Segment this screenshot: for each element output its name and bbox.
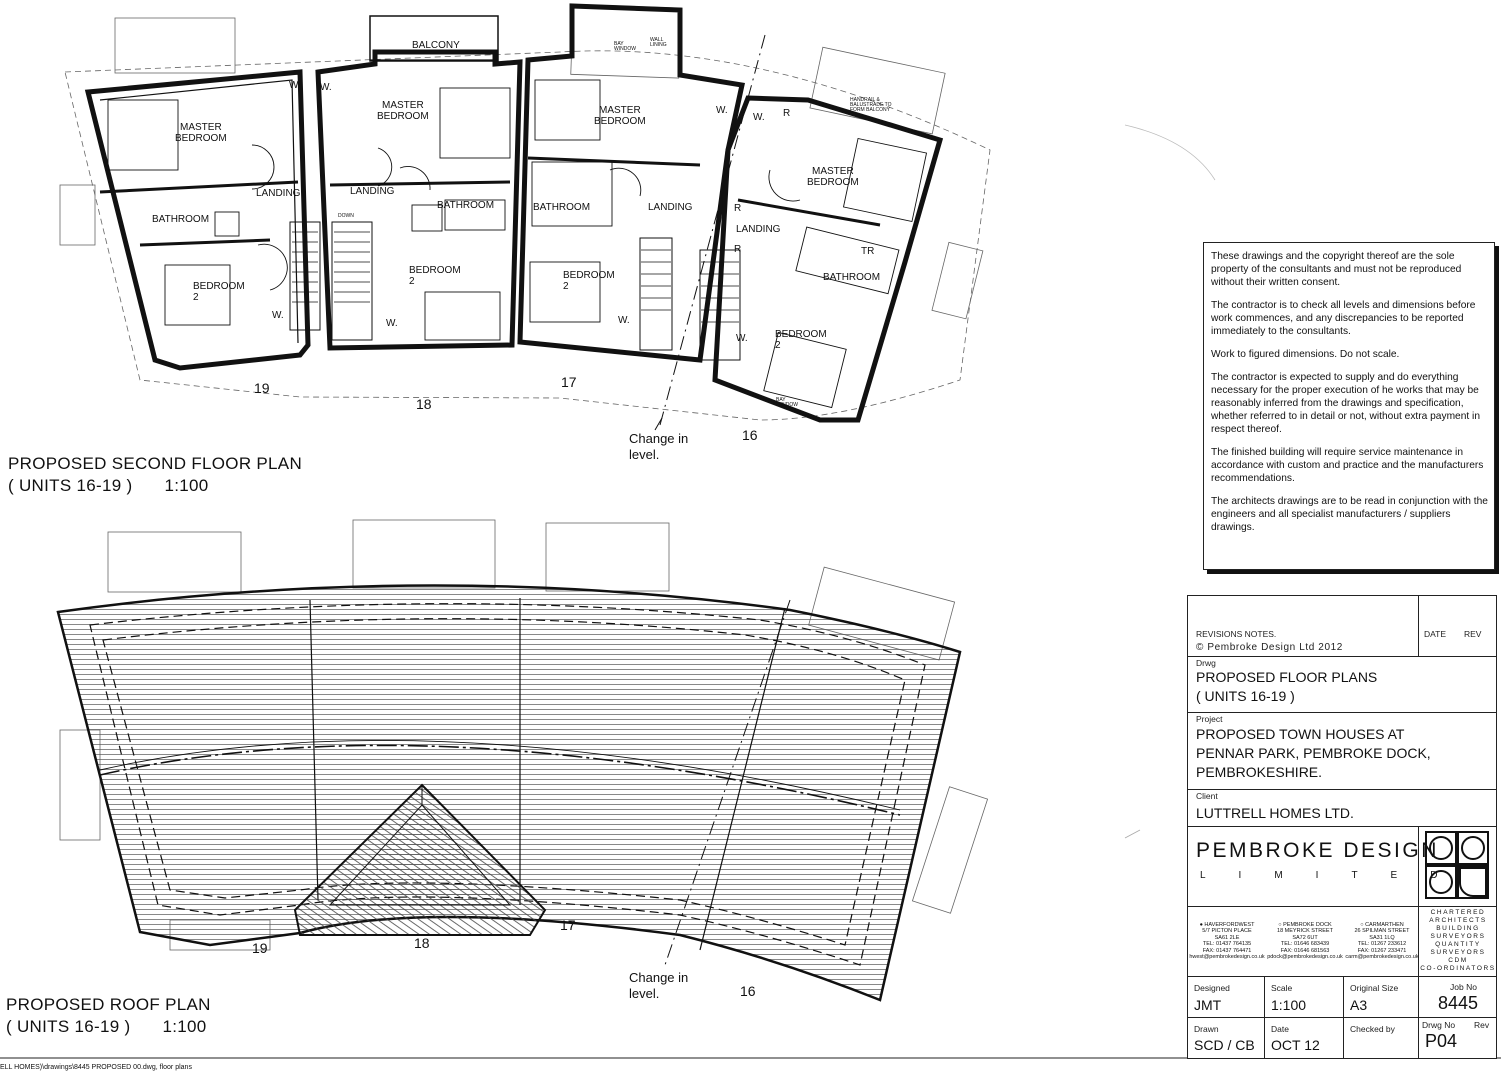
label-balcony: BALCONY <box>412 40 460 51</box>
roof-plan-title-line1: PROPOSED ROOF PLAN <box>6 995 211 1014</box>
label-bathroom-16: BATHROOM <box>823 272 881 283</box>
label-landing-18: LANDING <box>350 186 395 197</box>
label-bay-window: BAY WINDOW <box>614 41 636 52</box>
roof-plan-units: ( UNITS 16-19 ) <box>6 1017 131 1036</box>
roof-change-in-level-note <box>629 970 688 1002</box>
unit-number-18: 18 <box>416 396 432 412</box>
label-bedroom2-17: BEDROOM 2 <box>563 270 615 292</box>
office-carmarthen: ○ CARMARTHEN 26 SPILMAN STREET SA31 1LQ TEL: 01267 233612 FAX: 01267 233471 carm@pembrokedesign.co.uk <box>1345 922 1419 961</box>
scale-value: 1:100 <box>1271 997 1307 1013</box>
drawing-title-line1: PROPOSED FLOOR PLANS <box>1196 669 1378 685</box>
project-line1: PROPOSED TOWN HOUSES AT <box>1196 726 1405 742</box>
note-read-in-conjunction: The architects drawings are to be read in conjunction with the engineers and all specialist manufacturers / suppliers drawings. <box>1211 496 1488 533</box>
copyright-line: © Pembroke Design Ltd 2012 <box>1196 642 1343 653</box>
roof-unit-number-17: 17 <box>560 917 576 933</box>
label-landing-19: LANDING <box>256 188 301 199</box>
label-landing-17: LANDING <box>648 202 693 213</box>
note-copyright: These drawings and the copyright thereof are the sole property of the consultants and must not be reproduced without their written consent. <box>1211 251 1462 288</box>
title-block <box>1187 595 1497 1059</box>
office-haverfordwest: ● HAVERFORDWEST 5/7 PICTON PLACE SA61 2LE TEL: 01437 764135 FAX: 01437 764471 hwest@pembrokedesign.co.uk <box>1189 922 1265 961</box>
label-wardrobe: W. <box>716 105 728 116</box>
general-notes-box <box>1203 242 1495 570</box>
rev-field-label: Rev <box>1474 1020 1490 1030</box>
roof-change-in-level-line2: level. <box>629 986 660 1001</box>
roof-plan-title-line2 <box>6 1016 211 1038</box>
second-floor-title-line1: PROPOSED SECOND FLOOR PLAN <box>8 454 303 473</box>
note-check-levels: The contractor is to check all levels and dimensions before work commences, and any discrepancies to be reported immediately to the consultants. <box>1211 300 1476 337</box>
label-r: R <box>734 244 742 255</box>
designed-value: JMT <box>1194 997 1222 1013</box>
revisions-label: REVISIONS NOTES. <box>1196 629 1277 639</box>
checked-label: Checked by <box>1350 1024 1395 1034</box>
firm-name: PEMBROKE DESIGN <box>1196 839 1439 862</box>
label-bedroom2-16: BEDROOM 2 <box>775 329 827 351</box>
roof-unit-number-18: 18 <box>414 935 430 951</box>
unit-number-17: 17 <box>561 374 577 390</box>
unit-number-19: 19 <box>254 380 270 396</box>
project-line2: PENNAR PARK, PEMBROKE DOCK, <box>1196 745 1431 761</box>
roof-unit-number-19: 19 <box>252 940 268 956</box>
label-wall-lining: WALL LINING <box>650 37 667 48</box>
drawn-label: Drawn <box>1194 1024 1219 1034</box>
change-in-level-note <box>629 431 688 463</box>
label-bathroom-17: BATHROOM <box>533 202 591 213</box>
label-r: R <box>734 203 742 214</box>
label-master-bedroom-17: MASTER BEDROOM <box>594 105 646 127</box>
label-master-bedroom-19: MASTER BEDROOM <box>175 122 227 144</box>
second-floor-title-line2 <box>8 475 302 497</box>
label-r: R <box>783 108 791 119</box>
original-size-label: Original Size <box>1350 983 1399 993</box>
scale-label: Scale <box>1271 983 1293 993</box>
date-field-label: Date <box>1271 1024 1289 1034</box>
roof-change-in-level-line1: Change in <box>629 970 689 985</box>
note-figured-dimensions: Work to figured dimensions. Do not scale. <box>1211 349 1400 360</box>
pembroke-design-logo <box>1424 830 1490 902</box>
revisions-rev-label: REV <box>1464 629 1482 639</box>
original-size-value: A3 <box>1350 997 1368 1013</box>
revisions-date-label: DATE <box>1424 629 1447 639</box>
job-no-value: 8445 <box>1438 993 1479 1013</box>
file-path-footer: ELL HOMES)\drawings\8445 PROPOSED 00.dwg, floor plans <box>0 1064 192 1071</box>
label-bay-window: BAY WINDOW <box>776 397 798 408</box>
roof-plan-title <box>6 994 211 1038</box>
date-value: OCT 12 <box>1271 1037 1320 1053</box>
label-landing-16: LANDING <box>736 224 781 235</box>
label-bathroom-19: BATHROOM <box>152 214 210 225</box>
label-wardrobe: W. <box>736 333 748 344</box>
designed-label: Designed <box>1194 983 1230 993</box>
drwg-no-label: Drwg No <box>1422 1020 1456 1030</box>
label-handrail-note: HANDRAIL & BALUSTRADE TO FORM BALCONY <box>850 97 892 113</box>
firm-limited: LIMITED <box>1200 870 1471 881</box>
label-wardrobe: W. <box>753 112 765 123</box>
roof-plan <box>58 520 988 1000</box>
label-bedroom2-19: BEDROOM 2 <box>193 281 245 303</box>
label-wardrobe: W. <box>618 315 630 326</box>
label-wardrobe: W. <box>272 310 284 321</box>
label-tr: TR <box>861 246 875 257</box>
drwg-no-value: P04 <box>1425 1031 1458 1051</box>
unit-number-16: 16 <box>742 427 758 443</box>
drawing-title-line2: ( UNITS 16-19 ) <box>1196 688 1295 704</box>
label-wardrobe: W. <box>320 82 332 93</box>
label-bedroom2-18: BEDROOM 2 <box>409 265 461 287</box>
drawn-value: SCD / CB <box>1194 1037 1255 1053</box>
roof-plan-scale: 1:100 <box>162 1017 207 1036</box>
note-contractor-supply: The contractor is expected to supply and do everything necessary for the proper execution of he works that may be reasonably inferred from the drawings and specification, whether referred to in detail or not, without extra payment in respect thereof. <box>1211 372 1480 435</box>
label-master-bedroom-16: MASTER BEDROOM <box>807 166 859 188</box>
project-label: Project <box>1196 714 1223 724</box>
second-floor-title <box>8 453 302 497</box>
roof-unit-number-16: 16 <box>740 983 756 999</box>
change-in-level-line1: Change in <box>629 431 689 446</box>
change-in-level-line2: level. <box>629 447 660 462</box>
office-pembroke-dock: ○ PEMBROKE DOCK 18 MEYRICK STREET SA72 6UT TEL: 01646 683439 FAX: 01646 681563 pdock@pembrokedesign.co.uk <box>1267 922 1343 961</box>
label-master-bedroom-18: MASTER BEDROOM <box>377 100 429 122</box>
label-bathroom-18: BATHROOM <box>437 200 495 211</box>
project-line3: PEMBROKESHIRE. <box>1196 764 1323 780</box>
drawing-label: Drwg <box>1196 658 1216 668</box>
client-label: Client <box>1196 791 1218 801</box>
second-floor-scale: 1:100 <box>164 476 209 495</box>
label-wardrobe: W. <box>386 318 398 329</box>
second-floor-units: ( UNITS 16-19 ) <box>8 476 133 495</box>
label-down: DOWN <box>338 213 354 219</box>
client-name: LUTTRELL HOMES LTD. <box>1196 805 1354 821</box>
disciplines-list: CHARTERED ARCHITECTS BUILDING SURVEYORS QUANTITY SURVEYORS CDM CO-ORDINATORS <box>1420 909 1496 972</box>
job-no-label: Job No <box>1450 982 1477 992</box>
note-maintenance: The finished building will require service maintenance in accordance with custom and practice and the manufacturers recommendations. <box>1211 447 1484 484</box>
label-wardrobe: W. <box>289 80 301 91</box>
